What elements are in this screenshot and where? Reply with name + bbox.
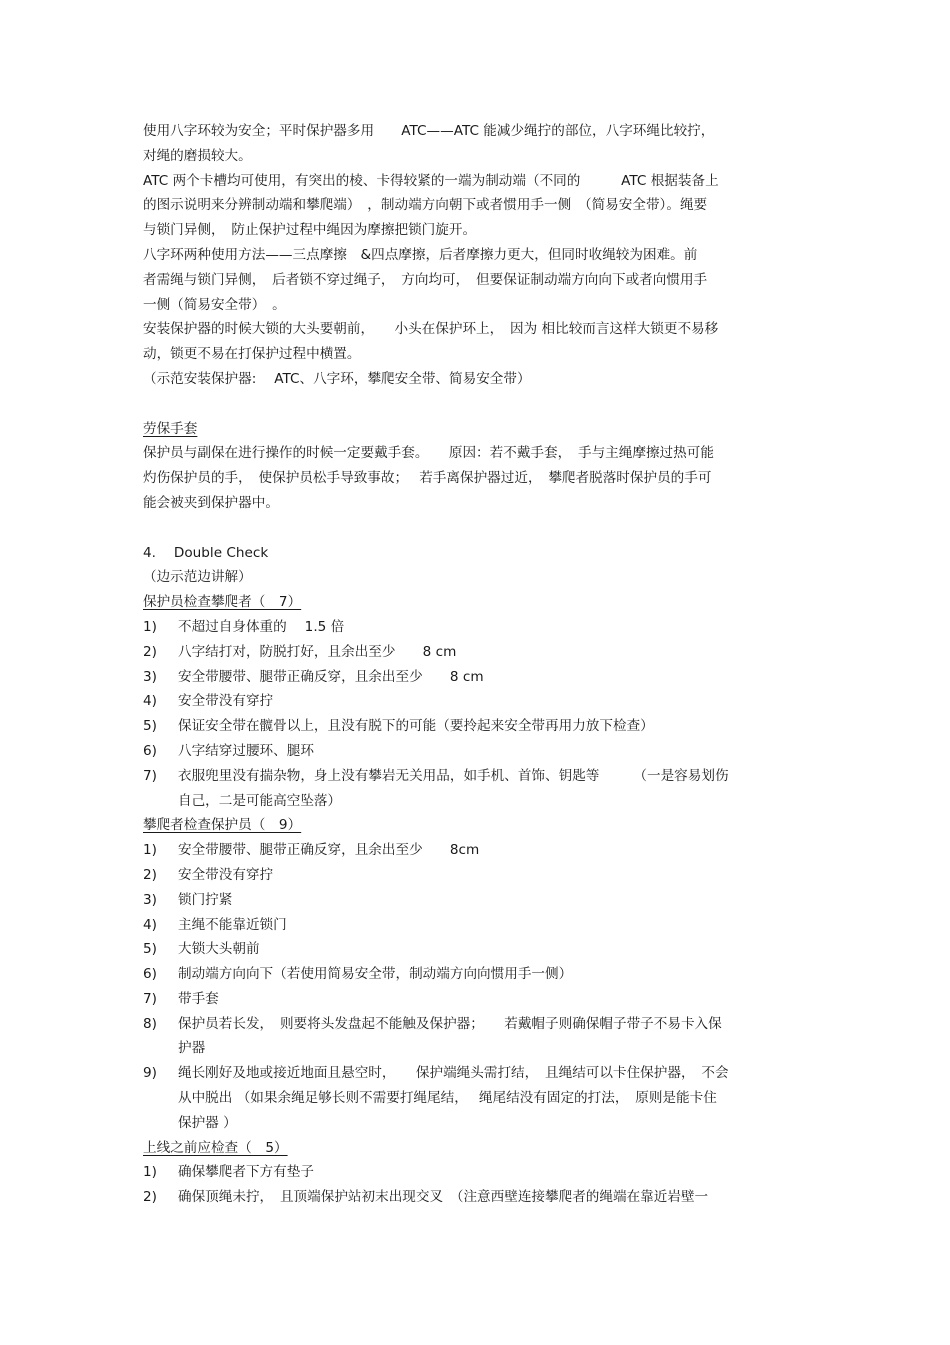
spacer (143, 392, 811, 417)
list-item (143, 739, 811, 764)
list-number: 8) (143, 1015, 157, 1032)
list-text: 安全带腰带、腿带正确反穿，且余出至少 8cm (178, 842, 480, 859)
list-number: 9) (143, 1065, 157, 1082)
list-text: 安全带没有穿拧 (178, 866, 274, 883)
list-text: 衣服兜里没有揣杂物，身上没有攀岩无关用品，如手机、首饰、钥匙等 （一是容易划伤 自己，二是可能高空坠落） (178, 767, 729, 809)
document-body (143, 119, 811, 1210)
list-item (143, 937, 811, 962)
spacer (143, 516, 811, 541)
checklist-belayer-checks-climber (143, 615, 811, 813)
checklist-climber-checks-belayer (143, 838, 811, 1136)
list-item (143, 640, 811, 665)
list-item (143, 1185, 811, 1210)
list-item (143, 1061, 811, 1135)
list-number: 5) (143, 718, 157, 735)
list-item (143, 689, 811, 714)
list-text: 大锁大头朝前 (178, 941, 260, 958)
list-text: 确保顶绳未拧， 且顶端保护站初末出现交叉 （注意西壁连接攀爬者的绳端在靠近岩壁一 (178, 1189, 709, 1206)
checklist-pre-climb-checks (143, 1160, 811, 1210)
list-text: 保护员若长发， 则要将头发盘起不能触及保护器； 若戴帽子则确保帽子带子不易卡入保 护器 (178, 1015, 722, 1057)
list-item (143, 714, 811, 739)
list-item (143, 913, 811, 938)
list-text: 绳长刚好及地或接近地面且悬空时， 保护端绳头需打结， 且绳结可以卡住保护器， 不会 从中脱出 （如果余绳足够长则不需要打绳尾结， 绳尾结没有固定的打法， 原则是能卡住 保护器 ） (178, 1065, 729, 1131)
list-number: 7) (143, 990, 157, 1007)
list-number: 1) (143, 842, 157, 859)
list-item (143, 838, 811, 863)
intro-paragraph-3: 八字环两种使用方法——三点摩擦 &四点摩擦，后者摩擦力更大，但同时收绳较为困难。前 者需绳与锁门异侧， 后者锁不穿过绳子， 方向均可， 但要保证制动端方向向下或者向惯用手 一侧（简易安全带） 。 (143, 246, 708, 313)
list-number: 2) (143, 643, 157, 660)
list-number: 2) (143, 1189, 157, 1206)
list-item (143, 863, 811, 888)
list-number: 1) (143, 1164, 157, 1181)
list-item (143, 1012, 811, 1062)
list-number: 6) (143, 742, 157, 759)
list-number: 1) (143, 618, 157, 635)
list-number: 3) (143, 891, 157, 908)
list-item (143, 615, 811, 640)
gloves-paragraph: 保护员与副保在进行操作的时候一定要戴手套。 原因：若不戴手套， 手与主绳摩擦过热可能 灼伤保护员的手， 使保护员松手导致事故； 若手离保护器过近， 攀爬者脱落时保护员的手可 能会被夹到保护器中。 (143, 445, 714, 511)
list-number: 3) (143, 668, 157, 685)
list-item (143, 665, 811, 690)
checklist-heading-climber-checks-belayer: 攀爬者检查保护员（ 9） (143, 817, 302, 834)
list-number: 6) (143, 966, 157, 983)
list-number: 5) (143, 941, 157, 958)
section-4-note: （边示范边讲解） (143, 569, 252, 586)
list-item (143, 987, 811, 1012)
list-item (143, 888, 811, 913)
intro-paragraph-1: 使用八字环较为安全；平时保护器多用 ATC——ATC 能减少绳拧的部位，八字环绳比较拧， 对绳的磨损较大。 (143, 123, 715, 164)
list-text: 锁门拧紧 (178, 891, 233, 908)
list-text: 保证安全带在髋骨以上，且没有脱下的可能（要拎起来安全带再用力放下检查） (178, 718, 654, 735)
list-item (143, 1160, 811, 1185)
intro-paragraph-2: ATC 两个卡槽均可使用，有突出的棱、卡得较紧的一端为制动端（不同的 ATC 根据装备上 的图示说明来分辨制动端和攀爬端） ，制动端方向朝下或者惯用手一侧 （简易安全带）。绳要 与锁门异侧， 防止保护过程中绳因为摩擦把锁门旋开。 (143, 172, 719, 239)
list-text: 不超过自身体重的 1.5 倍 (178, 618, 345, 635)
section-4-title: 4. Double Check (143, 544, 269, 561)
list-number: 7) (143, 767, 157, 784)
list-text: 安全带腰带、腿带正确反穿，且余出至少 8 cm (178, 668, 484, 685)
checklist-heading-belayer-checks-climber: 保护员检查攀爬者（ 7） (143, 594, 302, 611)
intro-paragraph-4: 安装保护器的时候大锁的大头要朝前， 小头在保护环上， 因为 相比较而言这样大锁更不易移 动，锁更不易在打保护过程中横置。 (143, 321, 719, 363)
list-text: 制动端方向向下（若使用简易安全带，制动端方向向惯用手一侧） (178, 966, 573, 983)
list-text: 八字结穿过腰环、腿环 (178, 742, 314, 759)
intro-paragraph-5: （示范安装保护器: ATC、八字环，攀爬安全带、简易安全带） (143, 370, 531, 387)
list-item (143, 962, 811, 987)
list-text: 安全带没有穿拧 (178, 693, 274, 710)
list-item (143, 764, 811, 814)
list-text: 确保攀爬者下方有垫子 (178, 1164, 314, 1181)
list-text: 主绳不能靠近锁门 (178, 916, 287, 933)
list-number: 2) (143, 866, 157, 883)
list-number: 4) (143, 693, 157, 710)
list-text: 八字结打对，防脱打好，且余出至少 8 cm (178, 643, 457, 660)
checklist-heading-pre-climb-checks: 上线之前应检查（ 5） (143, 1139, 288, 1156)
list-number: 4) (143, 916, 157, 933)
gloves-heading: 劳保手套 (143, 420, 198, 437)
list-text: 带手套 (178, 990, 219, 1007)
